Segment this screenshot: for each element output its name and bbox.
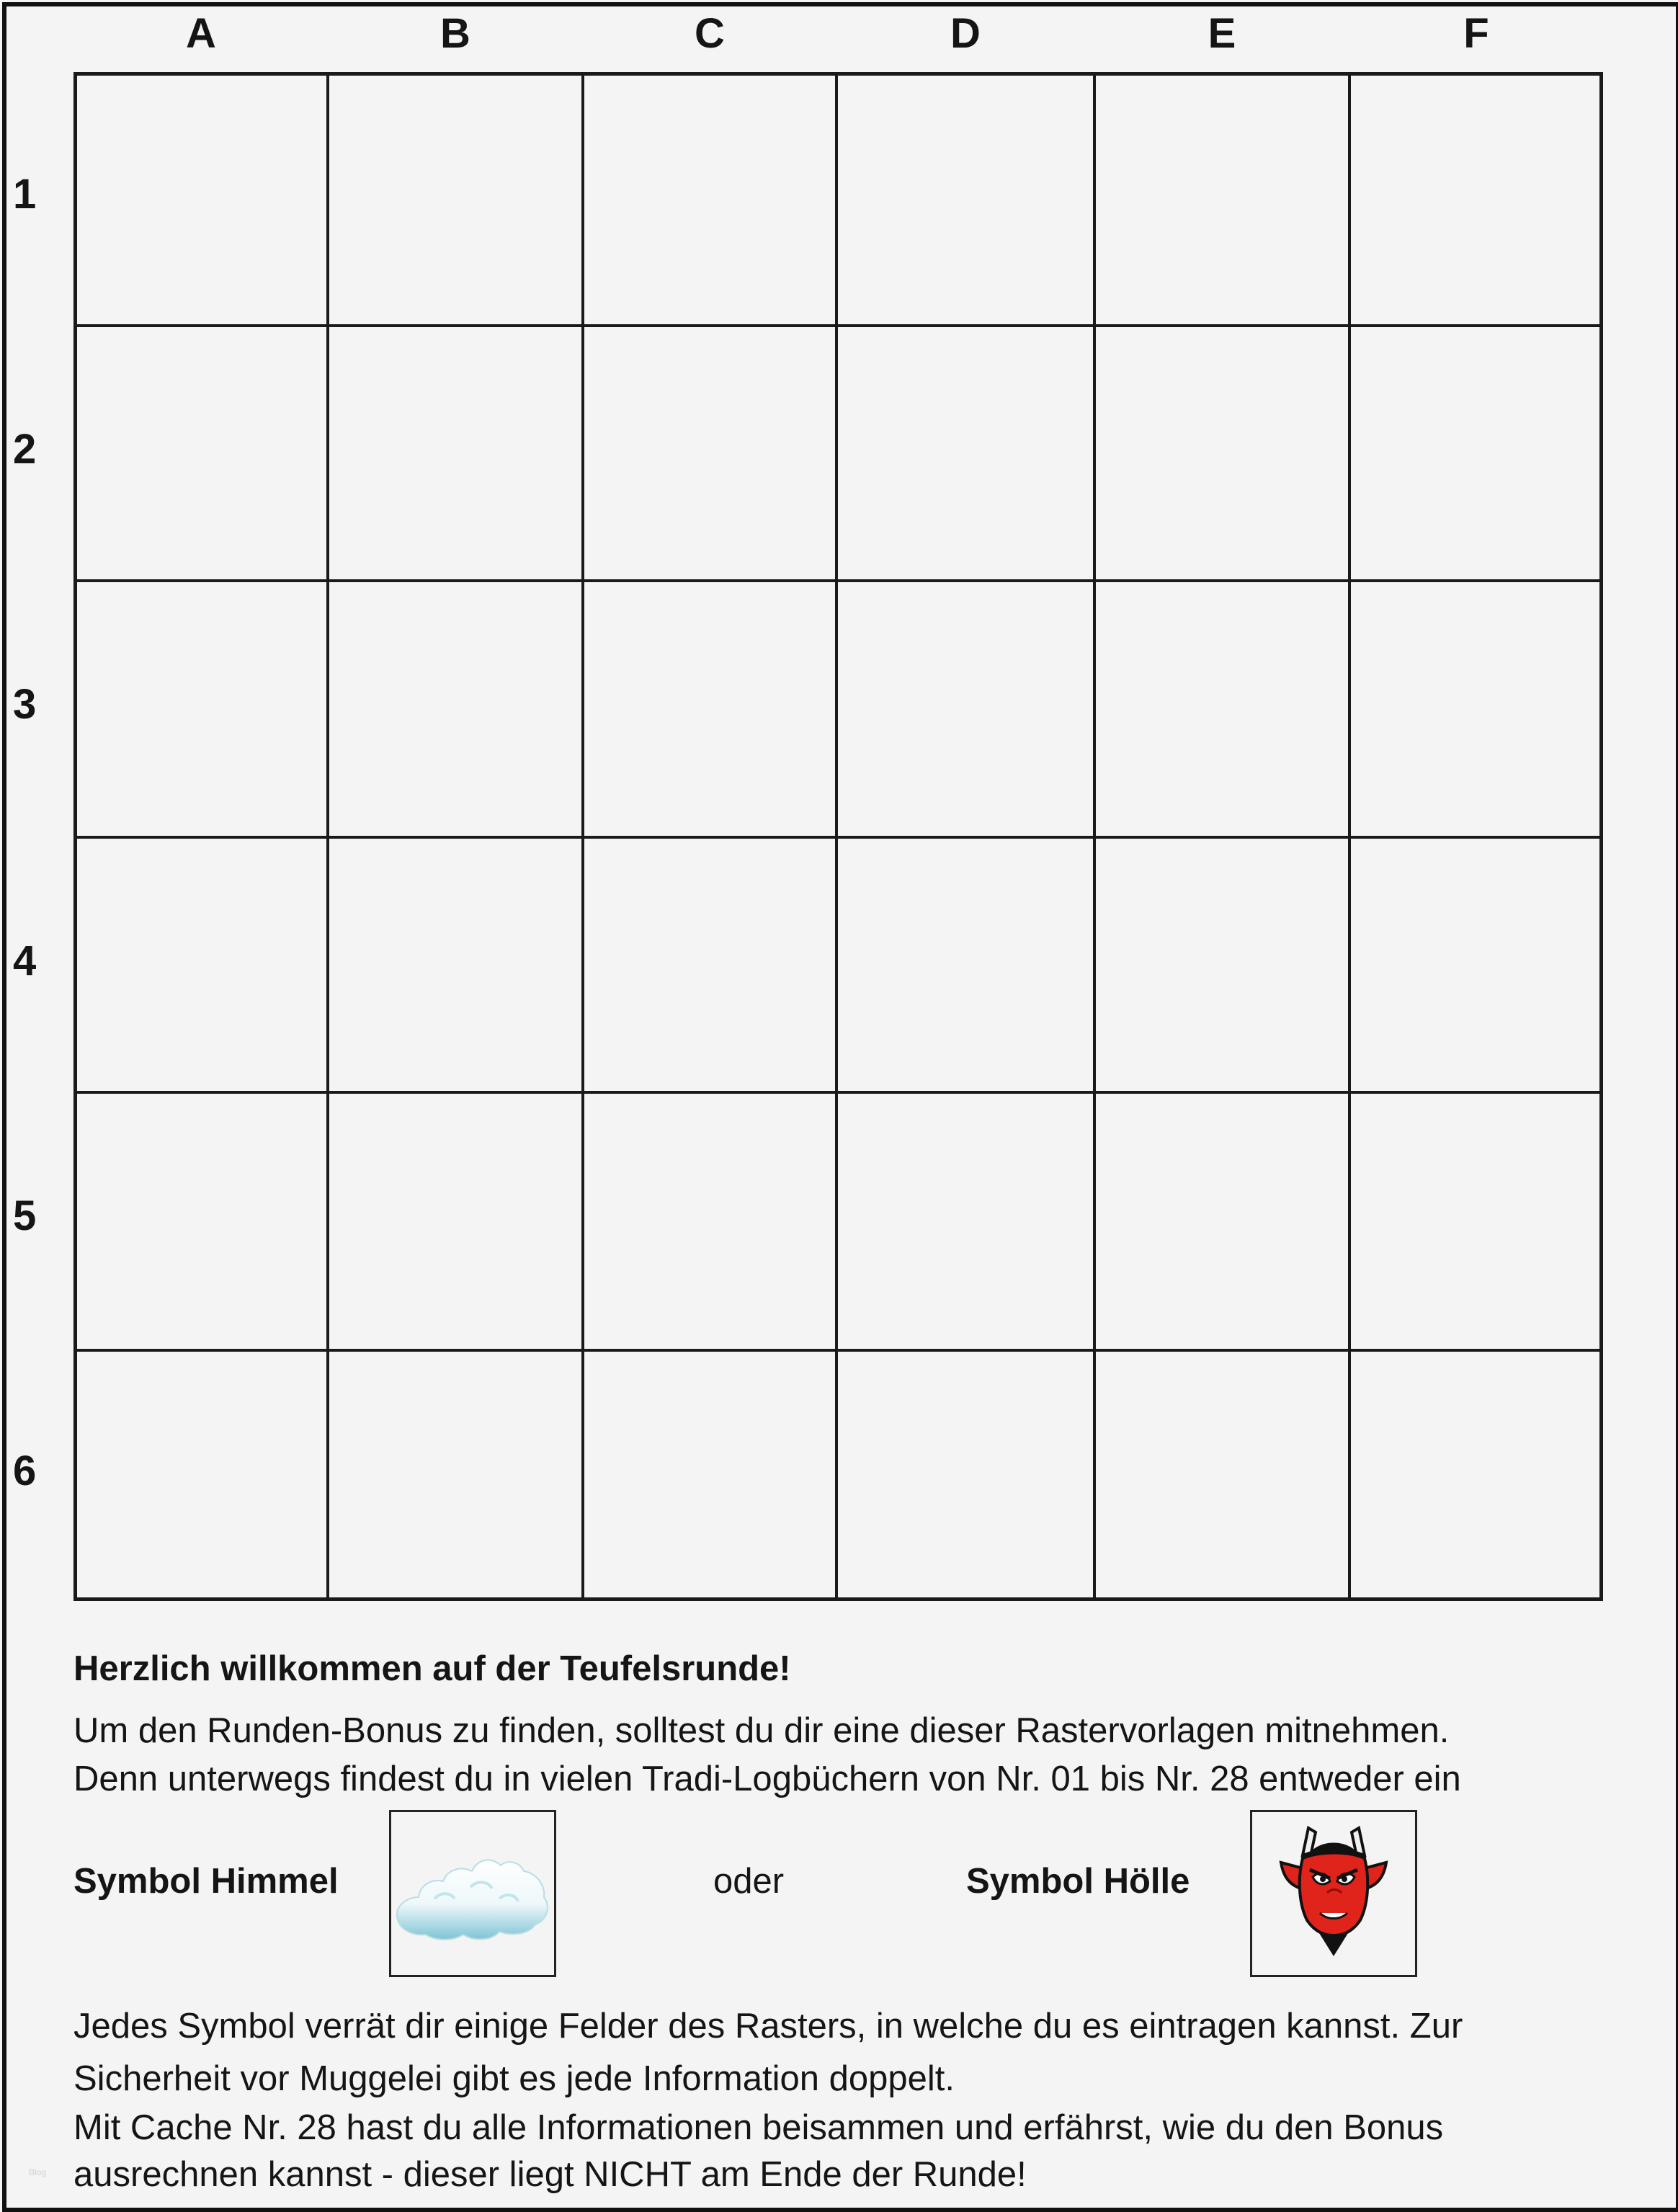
- grid-cell-e1[interactable]: [1099, 76, 1347, 323]
- explanation-line-1: Jedes Symbol verrät dir einige Felder des Rasters, in welche du es eintragen kannst. Zur: [73, 2007, 1463, 2046]
- devil-face-icon: [1252, 1812, 1415, 1975]
- watermark: Blog: [29, 2167, 47, 2177]
- column-label-d: D: [950, 10, 981, 57]
- grid-cell-f2[interactable]: [1354, 330, 1600, 578]
- hell-symbol-label: Symbol Hölle: [966, 1862, 1190, 1901]
- grid-cell-a5[interactable]: [78, 1097, 325, 1347]
- grid-line-horizontal: [73, 1349, 1603, 1352]
- row-label-2: 2: [13, 426, 37, 473]
- grid-cell-f3[interactable]: [1354, 585, 1600, 834]
- column-label-a: A: [186, 10, 216, 57]
- column-label-e: E: [1208, 10, 1236, 57]
- intro-heading: Herzlich willkommen auf der Teufelsrunde!: [73, 1649, 791, 1688]
- grid-cell-b1[interactable]: [332, 76, 580, 323]
- grid-cell-b2[interactable]: [332, 330, 580, 578]
- grid-cell-a6[interactable]: [78, 1355, 325, 1598]
- or-label: oder: [713, 1862, 785, 1901]
- cloud-icon: [391, 1812, 554, 1975]
- grid-cell-b4[interactable]: [332, 842, 580, 1089]
- grid-cell-b3[interactable]: [332, 585, 580, 834]
- grid-line-horizontal: [73, 836, 1603, 839]
- grid-cell-f6[interactable]: [1354, 1355, 1600, 1598]
- grid-cell-c1[interactable]: [587, 76, 834, 323]
- intro-line-1: Um den Runden-Bonus zu finden, solltest du dir eine dieser Rastervorlagen mitnehmen.: [73, 1711, 1450, 1750]
- grid-cell-d1[interactable]: [841, 76, 1092, 323]
- intro-line-2: Denn unterwegs findest du in vielen Tradi-Logbüchern von Nr. 01 bis Nr. 28 entweder ein: [73, 1760, 1461, 1798]
- column-label-f: F: [1463, 10, 1489, 57]
- grid-cell-e5[interactable]: [1099, 1097, 1347, 1347]
- hell-symbol-box: [1250, 1810, 1417, 1977]
- grid-cell-d5[interactable]: [841, 1097, 1092, 1347]
- grid-cell-f1[interactable]: [1354, 76, 1600, 323]
- grid-cell-a1[interactable]: [78, 76, 325, 323]
- grid-cell-d2[interactable]: [841, 330, 1092, 578]
- grid-cell-d6[interactable]: [841, 1355, 1092, 1598]
- explanation-line-2: Sicherheit vor Muggelei gibt es jede Information doppelt.: [73, 2059, 955, 2098]
- grid-cell-c6[interactable]: [587, 1355, 834, 1598]
- grid-cell-b5[interactable]: [332, 1097, 580, 1347]
- grid-cell-c3[interactable]: [587, 585, 834, 834]
- grid-cell-a2[interactable]: [78, 330, 325, 578]
- heaven-symbol-box: [389, 1810, 556, 1977]
- grid-cell-e4[interactable]: [1099, 842, 1347, 1089]
- grid-cell-a4[interactable]: [78, 842, 325, 1089]
- explanation-line-3: Mit Cache Nr. 28 hast du alle Informationen beisammen und erfährst, wie du den Bonus: [73, 2108, 1444, 2147]
- grid-cell-f4[interactable]: [1354, 842, 1600, 1089]
- explanation-line-4: ausrechnen kannst - dieser liegt NICHT am Ende der Runde!: [73, 2155, 1027, 2194]
- grid-cell-e6[interactable]: [1099, 1355, 1347, 1598]
- row-label-6: 6: [13, 1448, 37, 1494]
- grid-cell-f5[interactable]: [1354, 1097, 1600, 1347]
- grid-cell-c4[interactable]: [587, 842, 834, 1089]
- grid-line-horizontal: [73, 1091, 1603, 1094]
- row-label-3: 3: [13, 681, 37, 728]
- grid-cell-d3[interactable]: [841, 585, 1092, 834]
- grid-cell-c5[interactable]: [587, 1097, 834, 1347]
- grid-cell-a3[interactable]: [78, 585, 325, 834]
- row-label-5: 5: [13, 1192, 37, 1239]
- grid-line-horizontal: [73, 324, 1603, 327]
- row-label-1: 1: [13, 171, 37, 218]
- column-label-b: B: [440, 10, 470, 57]
- grid-cell-e3[interactable]: [1099, 585, 1347, 834]
- column-label-c: C: [695, 10, 725, 57]
- grid-cell-d4[interactable]: [841, 842, 1092, 1089]
- grid-line-horizontal: [73, 579, 1603, 582]
- grid-cell-e2[interactable]: [1099, 330, 1347, 578]
- grid-cell-b6[interactable]: [332, 1355, 580, 1598]
- grid-cell-c2[interactable]: [587, 330, 834, 578]
- row-label-4: 4: [13, 937, 37, 984]
- heaven-symbol-label: Symbol Himmel: [73, 1862, 339, 1901]
